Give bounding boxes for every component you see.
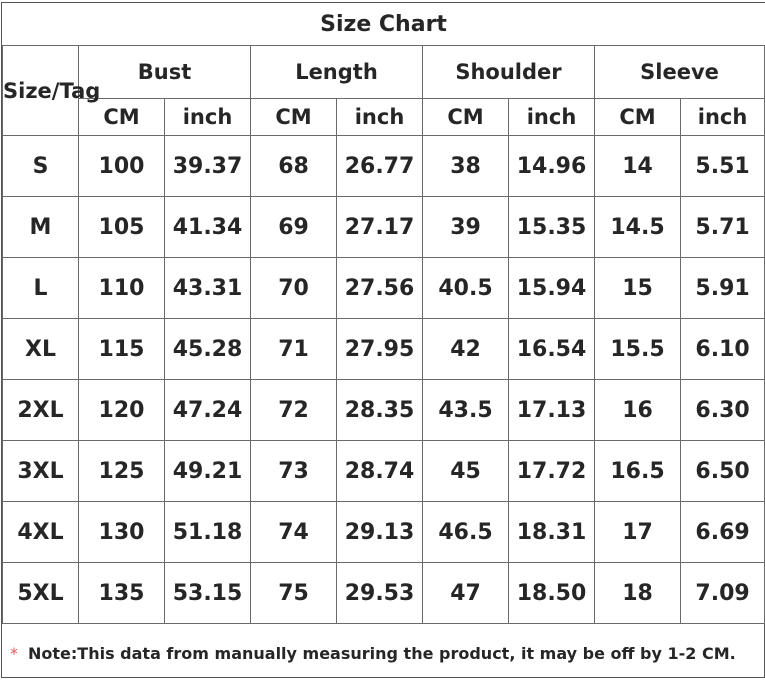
value-cell: 46.5	[423, 502, 509, 563]
value-cell: 74	[251, 502, 337, 563]
value-cell: 14	[595, 136, 681, 197]
value-cell: 15.5	[595, 319, 681, 380]
value-cell: 115	[79, 319, 165, 380]
value-cell: 125	[79, 441, 165, 502]
size-cell: 3XL	[3, 441, 79, 502]
value-cell: 27.56	[337, 258, 423, 319]
value-cell: 39	[423, 197, 509, 258]
measurement-note	[2, 629, 764, 677]
note-asterisk: *	[10, 643, 18, 663]
value-cell: 43.31	[165, 258, 251, 319]
size-cell: M	[3, 197, 79, 258]
chart-title: Size Chart	[3, 3, 765, 46]
table-row	[3, 197, 765, 258]
value-cell: 16.5	[595, 441, 681, 502]
value-cell: 41.34	[165, 197, 251, 258]
value-cell: 120	[79, 380, 165, 441]
size-tag-header: Size/Tag	[3, 46, 79, 136]
value-cell: 14.5	[595, 197, 681, 258]
value-cell: 26.77	[337, 136, 423, 197]
size-cell: XL	[3, 319, 79, 380]
value-cell: 68	[251, 136, 337, 197]
group-header-shoulder: Shoulder	[423, 46, 595, 99]
unit-header: CM	[423, 99, 509, 136]
value-cell: 130	[79, 502, 165, 563]
value-cell: 72	[251, 380, 337, 441]
value-cell: 28.35	[337, 380, 423, 441]
value-cell: 15	[595, 258, 681, 319]
value-cell: 16.54	[509, 319, 595, 380]
size-cell: 5XL	[3, 563, 79, 624]
value-cell: 38	[423, 136, 509, 197]
value-cell: 27.95	[337, 319, 423, 380]
value-cell: 45	[423, 441, 509, 502]
unit-header: inch	[681, 99, 765, 136]
value-cell: 6.30	[681, 380, 765, 441]
value-cell: 28.74	[337, 441, 423, 502]
table-row	[3, 502, 765, 563]
value-cell: 71	[251, 319, 337, 380]
size-cell: 4XL	[3, 502, 79, 563]
value-cell: 27.17	[337, 197, 423, 258]
value-cell: 135	[79, 563, 165, 624]
group-header-length: Length	[251, 46, 423, 99]
value-cell: 5.71	[681, 197, 765, 258]
group-header-sleeve: Sleeve	[595, 46, 765, 99]
value-cell: 53.15	[165, 563, 251, 624]
value-cell: 6.50	[681, 441, 765, 502]
value-cell: 15.94	[509, 258, 595, 319]
value-cell: 29.53	[337, 563, 423, 624]
unit-header: inch	[165, 99, 251, 136]
value-cell: 18.50	[509, 563, 595, 624]
table-row	[3, 136, 765, 197]
value-cell: 110	[79, 258, 165, 319]
value-cell: 17.13	[509, 380, 595, 441]
value-cell: 18	[595, 563, 681, 624]
group-header-bust: Bust	[79, 46, 251, 99]
value-cell: 47.24	[165, 380, 251, 441]
value-cell: 75	[251, 563, 337, 624]
table-row	[3, 319, 765, 380]
size-cell: S	[3, 136, 79, 197]
value-cell: 100	[79, 136, 165, 197]
table-row	[3, 441, 765, 502]
value-cell: 17.72	[509, 441, 595, 502]
unit-header: CM	[79, 99, 165, 136]
value-cell: 7.09	[681, 563, 765, 624]
value-cell: 14.96	[509, 136, 595, 197]
value-cell: 6.69	[681, 502, 765, 563]
value-cell: 16	[595, 380, 681, 441]
value-cell: 73	[251, 441, 337, 502]
unit-header: inch	[337, 99, 423, 136]
value-cell: 43.5	[423, 380, 509, 441]
value-cell: 6.10	[681, 319, 765, 380]
value-cell: 5.91	[681, 258, 765, 319]
value-cell: 39.37	[165, 136, 251, 197]
value-cell: 42	[423, 319, 509, 380]
unit-header: CM	[251, 99, 337, 136]
size-chart-sheet	[1, 2, 765, 678]
value-cell: 17	[595, 502, 681, 563]
size-cell: 2XL	[3, 380, 79, 441]
value-cell: 18.31	[509, 502, 595, 563]
size-chart-table	[2, 3, 765, 624]
table-row	[3, 380, 765, 441]
note-text: Note:This data from manually measuring the product, it may be off by 1-2 CM.	[28, 643, 736, 663]
value-cell: 5.51	[681, 136, 765, 197]
table-row	[3, 563, 765, 624]
table-row	[3, 258, 765, 319]
value-cell: 15.35	[509, 197, 595, 258]
size-cell: L	[3, 258, 79, 319]
unit-header: inch	[509, 99, 595, 136]
value-cell: 47	[423, 563, 509, 624]
value-cell: 70	[251, 258, 337, 319]
value-cell: 45.28	[165, 319, 251, 380]
value-cell: 49.21	[165, 441, 251, 502]
unit-header: CM	[595, 99, 681, 136]
value-cell: 29.13	[337, 502, 423, 563]
value-cell: 105	[79, 197, 165, 258]
value-cell: 40.5	[423, 258, 509, 319]
value-cell: 69	[251, 197, 337, 258]
value-cell: 51.18	[165, 502, 251, 563]
